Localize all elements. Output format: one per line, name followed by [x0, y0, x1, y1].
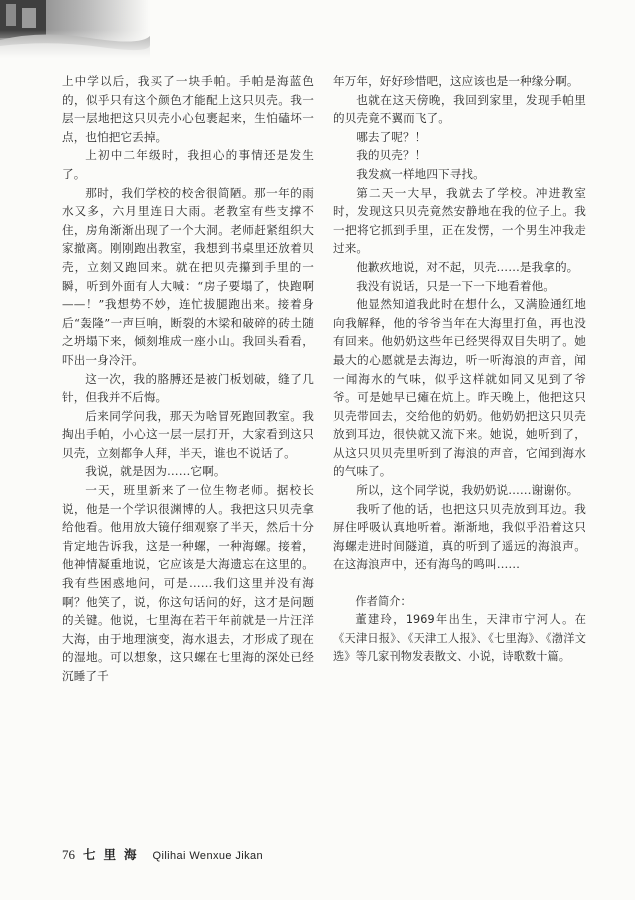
paragraph: 那时，我们学校的校舍很简陋。那一年的雨水又多，六月里连日大雨。老教室有些支撑不住，房角渐渐出现了一个大洞。老师赶紧组织大家撤离。刚刚跑出教室，我想到书桌里还放着贝壳，立刻又跑回来。就在把贝壳攥到手里的一瞬，听到外面有人大喊：“房子要塌了，快跑啊——！”我想势不妙，连忙拔腿跑出来。接着身后“轰隆”一声巨响，断裂的木梁和破碎的砖土随之坍塌下来，倾刻堆成一座小山。我回头看看，吓出一身冷汗。 [62, 185, 314, 367]
paragraph: 我说，就是因为……它啊。 [85, 464, 226, 479]
page-footer [62, 845, 263, 865]
paragraph: 我的贝壳？！ [356, 148, 427, 163]
paragraph: 我没有说话，只是一下一下地看着他。 [356, 278, 555, 293]
paragraph: 上初中二年级时，我担心的事情还是发生了。 [62, 148, 314, 181]
paragraph: 他显然知道我此时在想什么，又满脸通红地向我解释，他的爷爷当年在大海里打鱼，再也没有回来。他奶奶这些年已经哭得双目失明了。她最大的心愿就是去海边，听一听海浪的声音，闻一闻海水的气味，似乎这样就如同又见到了爷爷。可是她早已瘫在炕上。昨天晚上，他把这只贝壳带回去，交给他的奶奶。他奶奶把这只贝壳放到耳边，很快就又流下来。她说，她听到了，从这只贝贝壳里听到了海浪的声音，它闻到海水的气味了。 [333, 297, 586, 479]
author-bio-heading: 作者简介： [355, 594, 412, 608]
left-text-column [62, 72, 314, 686]
paragraph: 我发疯一样地四下寻找。 [356, 166, 485, 181]
magazine-title: 七里海 [83, 847, 145, 862]
landscape-photo-fragment [0, 0, 150, 58]
paragraph: 这一次，我的胳膊还是被门板划破，缝了几针，但我并不后悔。 [62, 371, 314, 405]
paragraph: 所以，这个同学说，我奶奶说……谢谢你。 [356, 483, 579, 498]
paragraph: 第二天一大早，我就去了学校。冲进教室时，发现这只贝壳竟然安静地在我的位子上。我一把将它抓到手里，正在发愣，一个男生冲我走过来。 [333, 185, 586, 256]
magazine-latin-title: Qilihai Wenxue Jikan [152, 850, 264, 862]
author-bio-text: 董建玲，1969年出生，天津市宁河人。在《天津日报》、《天津工人报》、《七里海》、《渤洋文选》等几家刊物发表散文、小说，诗歌数十篇。 [333, 613, 586, 664]
paragraph: 一天，班里新来了一位生物老师。据校长说，他是一个学识很渊博的人。我把这只贝壳拿给他看。他用放大镜仔细观察了半天，然后十分肯定地告诉我，这是一种螺，一种海螺。接着，他神情凝重地说，它应该是大海遗忘在这里的。我有些困惑地问，可是……我们这里并没有海啊？他笑了，说，你这句话问的好，这才是问题的关键。他说，七里海在若干年前就是一片汪洋大海，由于地理演变，海水退去，才形成了现在的湿地。可以想象，这只螺在七里海的深处已经沉睡了千 [62, 483, 314, 683]
header-corner-photo [0, 0, 150, 58]
paragraph: 后来同学问我，那天为啥冒死跑回教室。我掏出手帕，小心这一层一层打开，大家看到这只贝壳，立刻都争人拜，半天，谁也不说话了。 [62, 408, 314, 460]
paragraph: 他歉疚地说，对不起，贝壳……是我拿的。 [356, 259, 579, 274]
paragraph: 我听了他的话，也把这只贝壳放到耳边。我屏住呼吸认真地听着。渐渐地，我似乎沿着这只海螺走进时间隧道，真的听到了遥远的海浪声。在这海浪声中，还有海鸟的鸣叫…… [333, 501, 586, 572]
paragraph: 上中学以后，我买了一块手帕。手帕是海蓝色的，似乎只有这个颜色才能配上这只贝壳。我一层一层地把这只贝壳小心包裹起来，生怕磕坏一点，也怕把它丢掉。 [62, 74, 314, 144]
paragraph: 也就在这天傍晚，我回到家里，发现手帕里的贝壳竟不翼而飞了。 [333, 92, 586, 126]
page-number: 76 [62, 847, 75, 862]
right-text-column [333, 72, 586, 667]
spacer [333, 574, 586, 593]
paragraph: 哪去了呢？！ [356, 129, 427, 144]
paragraph: 年万年，好好珍惜吧，这应该也是一种缘分啊。 [333, 74, 579, 88]
